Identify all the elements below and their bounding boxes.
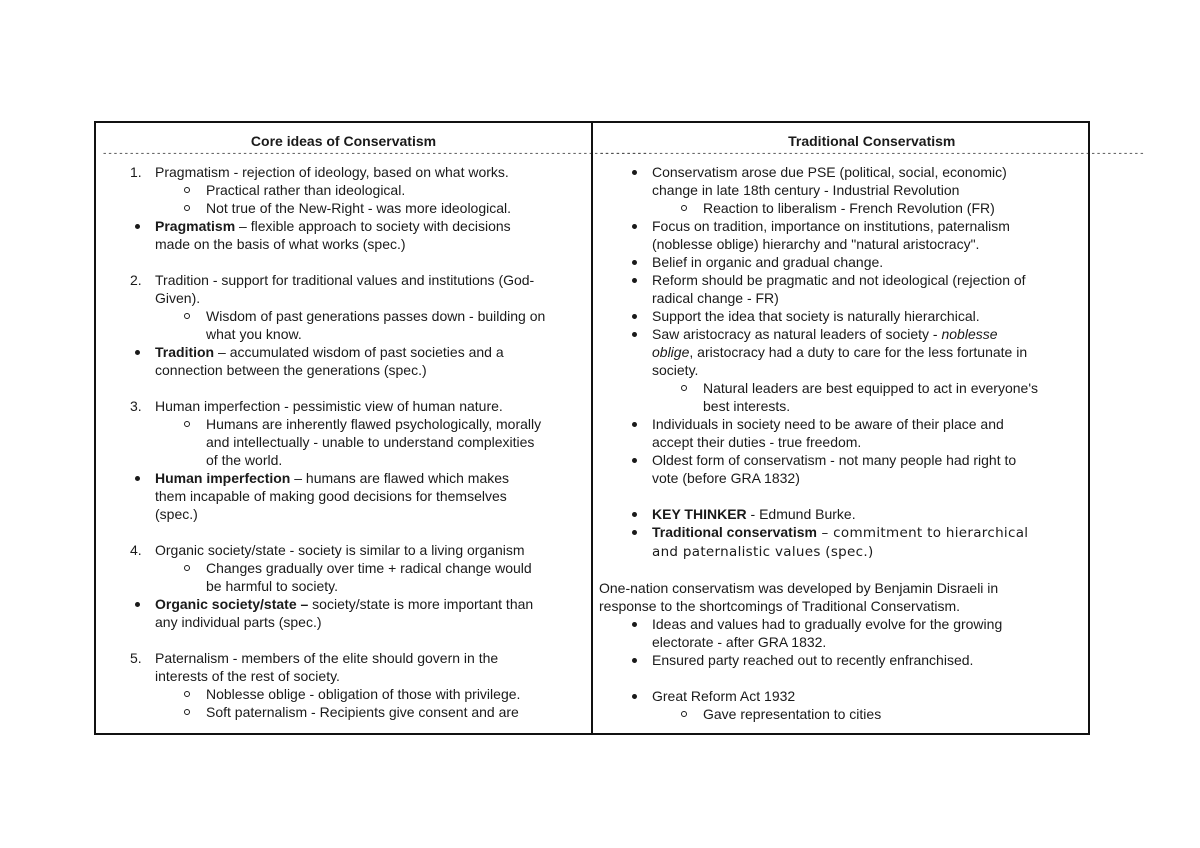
list-item: Wisdom of past generations passes down - building on [206,308,546,324]
list-item: 2. Tradition - support for traditional values and institutions (God- [130,272,535,288]
list-item: Belief in organic and gradual change. [652,254,884,270]
list-item: Changes gradually over time + radical change would [206,560,532,576]
list-item: Practical rather than ideological. [206,182,406,198]
key-thinker-item: KEY THINKER - Edmund Burke. [652,506,856,522]
list-item: Support the idea that society is naturally hierarchical. [652,308,980,324]
definition-item: Organic society/state – society/state is more important than [155,596,534,612]
definition-item: Pragmatism – flexible approach to society with decisions [155,218,511,234]
list-item: 4. Organic society/state - society is similar to a living organism [130,542,525,558]
paragraph: One-nation conservatism was developed by Benjamin Disraeli in [599,580,999,596]
list-item: 3. Human imperfection - pessimistic view of human nature. [130,398,503,414]
list-item: Gave representation to cities [703,706,882,722]
list-item: Oldest form of conservatism - not many people had right to [652,452,1017,468]
list-item: Soft paternalism - Recipients give consent and are [206,704,519,720]
column-header: Traditional Conservatism [788,133,956,149]
list-item: Focus on tradition, importance on institutions, paternalism [652,218,1010,234]
list-item: Ideas and values had to gradually evolve for the growing [652,616,1003,632]
list-item: Reform should be pragmatic and not ideological (rejection of [652,272,1026,288]
list-item: Saw aristocracy as natural leaders of society - noblesse [652,326,998,342]
definition-item: Traditional conservatism – commitment to hierarchical [652,524,1029,541]
two-column-table [94,121,1145,735]
divider-dashes: ----------------------------------------------------------------------------------------------------- [599,149,1145,159]
traditional-conservatism-column: Traditional Conservatism ----------------------------------------------------------------------------------------------------- Conservatism arose due PSE (political, social, economic) change in late 18th century - Industrial Revolution Reaction to liberalism - French Revolution (FR) Focus on tradition, importance on institutions, paternalism (noblesse oblige) hierarchy and "natural aristocracy". Belief in organic and gradual change. Reform should be pragmatic and not ideological (rejection of radical change - FR) Support the idea that society is naturally hierarchical. Saw aristocracy as natural leaders of society - noblesse oblige, aristocracy had a duty to care for the less fortunate in society. Natural leaders are best equipped to act in everyone's best interests. Individuals in society need to be aware of their place and accept their duties - true freedom. Oldest form of conservatism - not many people had right to vote (before GRA 1832) KEY THINKER - Edmund Burke. Traditional conservatism – commitment to hierarchical and paternalistic values (spec.) One-nation conservatism was developed by Benjamin Disraeli in response to the shortcomings of Traditional Conservatism. Ideas and values had to gradually evolve for the growing electorate - after GRA 1832. Ensured party reached out to recently enfranchised. Great Reform Act 1932 Gave representation to cities [593,123,1151,733]
list-item: 5. Paternalism - members of the elite should govern in the [130,650,499,666]
list-item: Natural leaders are best equipped to act in everyone's [703,380,1038,396]
column-header: Core ideas of Conservatism [250,133,437,149]
list-item: Not true of the New-Right - was more ideological. [206,200,512,216]
list-item: Noblesse oblige - obligation of those with privilege. [206,686,521,702]
core-ideas-column: Core ideas of Conservatism ----------------------------------------------------------------------------------------------------- 1. Pragmatism - rejection of ideology, based on what works. Practical rather than ideological. Not true of the New-Right - was more ideological. Pragmatism – flexible approach to society with decisions made on the basis of what works (spec.) 2. Tradition - support for traditional values and institutions (God- Given). Wisdom of past generations passes down - building on what you know. Tradition – accumulated wisdom of past societies and a connection between the generations (spec.) 3. Human imperfection - pessimistic view of human nature. Humans are inherently flawed psychologically, morally and intellectually - unable to understand complexities of the world. Human imperfection – humans are flawed which makes them incapable of making good decisions for themselves (spec.) 4. Organic society/state - society is similar to a living organism Changes gradually over time + radical change would be harmful to society. Organic society/state – society/state is more important than any individual parts (spec.) 5. Paternalism - members of the elite should govern in the interests of the rest of society. Noblesse oblige - obligation of those with privilege. Soft paternalism - Recipients give consent and are [96,123,593,733]
definition-item: Human imperfection – humans are flawed which makes [155,470,510,486]
divider-dashes: ----------------------------------------------------------------------------------------------------- [102,149,648,159]
list-item: Ensured party reached out to recently enfranchised. [652,652,974,668]
definition-item: Tradition – accumulated wisdom of past societies and a [155,344,504,360]
list-item: 1. Pragmatism - rejection of ideology, based on what works. [130,164,509,180]
list-item: Reaction to liberalism - French Revolution (FR) [703,200,995,216]
list-item: Individuals in society need to be aware of their place and [652,416,1004,432]
list-item: Humans are inherently flawed psychologically, morally [206,416,542,432]
list-item: Great Reform Act 1932 [652,688,796,704]
list-item: Conservatism arose due PSE (political, social, economic) [652,164,1007,180]
